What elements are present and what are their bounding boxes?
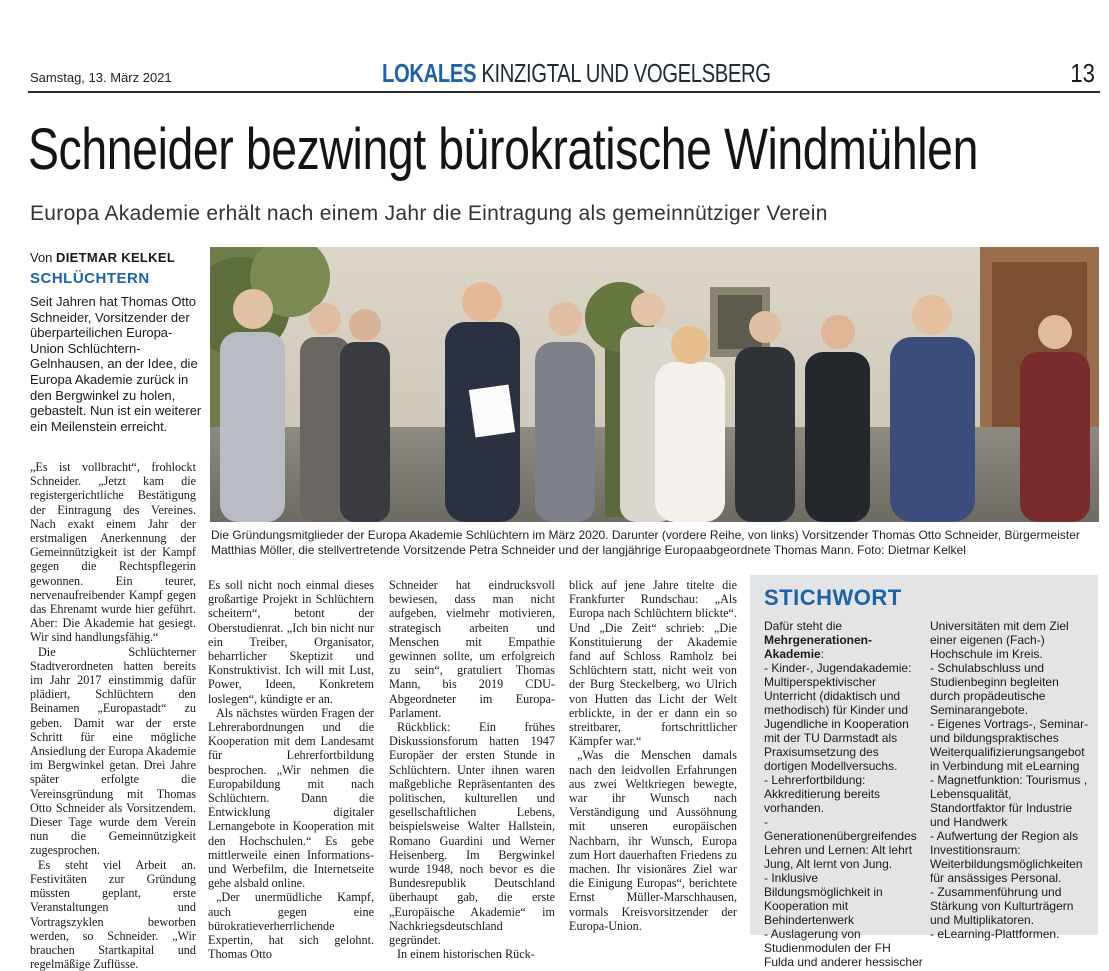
stichwort-item: - Generationenübergreifendes Lehren und Lernen: Alt lehrt Jung, Alt lernt von Jung. [764,815,917,871]
text-column-3 [389,578,555,961]
section-label: LOKALES [382,58,477,88]
paragraph: Rückblick: Ein frühes Diskussionsforum hatten 1947 Europäer der ersten Stunde in Schlüchtern. Unter ihnen waren maßgebliche Repräsentanten des politischen, kulturellen und gesellschaftlichen Lebens, beispielsweise Walter Hallstein, Romano Guardini und Werner Heisenberg. Im Bergwinkel wurde 1948, noch bevor es die Bundesrepublik Deutschland überhaupt gab, die erste „Europäische Akademie“ im Nachkriegsdeutschland gegründet. [389,720,555,948]
stichwort-item: - Eigenes Vortrags-, Seminar- und bildungspraktisches Weiterqualifizierungsangebot in Verbindung mit eLearning [930,717,1089,773]
paragraph: In einem historischen Rück- [397,947,535,962]
text-column-2 [208,578,374,961]
paragraph: Als nächstes würden Fragen der Lehrerabordnungen und die Kooperation mit dem Landesamt für Lehrerfortbildung besprochen. „Wir nehmen die Europabildung mit nach Schlüchtern. Dann die Entwicklung digitaler Lernangebote in Kooperation mit den Hochschulen.“ Es gebe mittlerweile einen Informations- und Werbefilm, die Internetseite gehe alsbald online. [208,705,374,891]
stichwort-box [750,575,1098,969]
stichwort-item: Universitäten mit dem Ziel einer eigenen (Fach-) Hochschule im Kreis. [930,619,1069,661]
stichwort-item: - Lehrerfortbildung: Akkreditierung bereits vorhanden. [764,773,881,815]
headline: Schneider bezwingt bürokratische Windmühlen [28,117,978,182]
stichwort-lead [764,619,924,661]
stichwort-item: - Zusammenführung und Stärkung von Kulturträgern und Multiplikatoren. [930,885,1074,927]
paragraph: Es steht viel Arbeit an. Festivitäten zur Gründung müssten geplant, erste Veranstaltungen und Vortragszyklen beworben werden, so Schneider. „Wir brauchen Startkapital und regelmäßige Zuflüsse. [30,857,196,971]
paragraph: Die Schlüchterner Stadtverordneten hatten bereits im Jahr 2017 einstimmig dafür plädiert, Schlüchtern den Beinamen „Europastadt“ zu geben. Damit war der erste Schritt für eine mögliche Ansiedlung der Europa Akademie im Bergwinkel getan. Drei Jahre später erfolgte die Vereinsgründung mit Thomas Otto Schneider als Vorsitzendem. Dieser Tage wurde dem Verein nun die Gemeinnützigkeit zugesprochen. [30,644,196,858]
paragraph: „Der unermüdliche Kampf, auch gegen eine bürokratieverherrlichende Expertin, hat sich gelohnt. Thomas Otto [208,890,374,962]
stichwort-item: - Schulabschluss und Studienbeginn begleiten durch propädeutische Seminarangebote. [930,661,1059,717]
paragraph: Schneider hat eindrucksvoll bewiesen, dass man nicht aufgeben, vielmehr motivieren, strategisch arbeiten und Menschen mit Empathie gewinnen sollte, um erfolgreich zu sein“, gratuliert Thomas Mann, bis 2019 CDU-Abgeordneter im Europa-Parlament. [389,578,555,720]
group-photo [210,247,1099,522]
subheadline: Europa Akademie erhält nach einem Jahr die Eintragung als gemeinnütziger Verein [30,202,828,225]
stichwort-item: - Auslagerung von Studienmodulen der FH Fulda und anderer hessischer [764,927,923,969]
stichwort-item: - eLearning-Plattformen. [930,927,1060,941]
text-column-4 [569,578,737,933]
stichwort-lead-suffix: : [820,647,825,661]
byline-prefix: Von [30,250,53,265]
article-intro: Seit Jahren hat Thomas Otto Schneider, Vorsitzender der überparteilichen Europa-Union Schlüchtern-Gelnhausen, an der Idee, die Europa Akademie zurück in den Bergwinkel zu holen, gebastelt. Nun ist ein weiterer ein Meilenstein erreicht. [30,294,202,434]
stichwort-item: - Aufwertung der Region als Investitionsraum: Weiterbildungsmöglichkeiten für ansässiges Personal. [930,829,1083,885]
stichwort-column-2 [930,619,1090,941]
stichwort-item: - Kinder-, Jugendakademie: Multiperspektivischer Unterricht (didaktisch und methodisch) für Kinder und Jugendliche in Kooperation mit der TU Darmstadt als Praxisumsetzung des dortigen Modellversuchs. [764,661,912,773]
stichwort-column-1 [764,619,924,969]
text-column-1 [30,460,196,971]
paragraph: „Was die Menschen damals nach den leidvollen Erfahrungen aus zwei Weltkriegen bewegte, war ihr Wunsch nach Verständigung und Aussöhnung mit unseren europäischen Nachbarn, ihr Wunsch, Europa zum Hort dauerhaften Friedens zu machen. Ihr visionäres Ziel war die Einigung Europas“, berichtete Ernst Müller-Marschhausen, vormals Kreisvorsitzender der Europa-Union. [569,748,737,933]
header-rule [28,91,1100,93]
author-name: DIETMAR KELKEL [56,250,176,265]
stichwort-title: STICHWORT [764,585,902,610]
stichwort-lead-prefix: Dafür steht die [764,619,843,633]
paragraph: Es soll nicht noch einmal dieses großartige Projekt in Schlüchtern scheitern“, betont der Oberstudienrat. „Ich bin nicht nur ein Treiber, Organisator, beharrlicher Skeptizit und Konstruktivist. Ich will mit Lust, Power, Ideen, Konkretem loslegen“, kündigte er an. [208,578,374,706]
issue-date: Samstag, 13. März 2021 [30,70,172,85]
stichwort-item: - Magnetfunktion: Tourismus , Lebensqualität, Standortfaktor für Industrie und Handwerk [930,773,1088,829]
dateline: SCHLÜCHTERN [30,270,150,287]
stichwort-lead-bold: Mehrgenerationen-Akademie [764,633,873,661]
region-label: KINZIGTAL UND VOGELSBERG [481,58,771,88]
paragraph: „Es ist vollbracht“, frohlockt Schneider. „Jetzt kam die registergerichtliche Bestätigung der Eintragung des Vereines. Nach exakt einem Jahr der erstmaligen Anerkennung der Gemeinnützigkeit ist der Kampf gegen die Rechtspflegerin gewonnen. Ein teurer, nervenaufreibender Kampf gegen das Ehrenamt wurde hier geführt. Aber: Die Akademie hat gesiegt. Wir sind handlungsfähig.“ [30,460,196,645]
section-title [382,58,771,89]
stichwort-item: - Inklusive Bildungsmöglichkeit in Kooperation mit Behindertenwerk [764,871,883,927]
paragraph: blick auf jene Jahre titelte die Frankfurter Rundschau: „Als Europa nach Schlüchtern blickte“. Und „Die Zeit“ schrieb: „Die Konstituierung der Akademie fand auf Schloss Ramholz bei Schlüchtern statt, nicht weit von der Burg Steckelberg, wo Ulrich von Hutten das Licht der Welt erblickte, in der er dann ein so streitbarer, fortschrittlicher Kämpfer war.“ [569,578,737,749]
group-photo-image [210,247,1099,522]
byline [30,250,175,265]
page-number: 13 [1070,58,1095,88]
photo-caption: Die Gründungsmitglieder der Europa Akademie Schlüchtern im März 2020. Darunter (vordere Reihe, von links) Vorsitzender Thomas Otto Schneider, Bürgermeister Matthias Möller, die stellvertretende Vorsitzende Petra Schneider und der langjährige Europaabgeordnete Thomas Mann. Foto: Dietmar Kelkel [211,528,1080,557]
